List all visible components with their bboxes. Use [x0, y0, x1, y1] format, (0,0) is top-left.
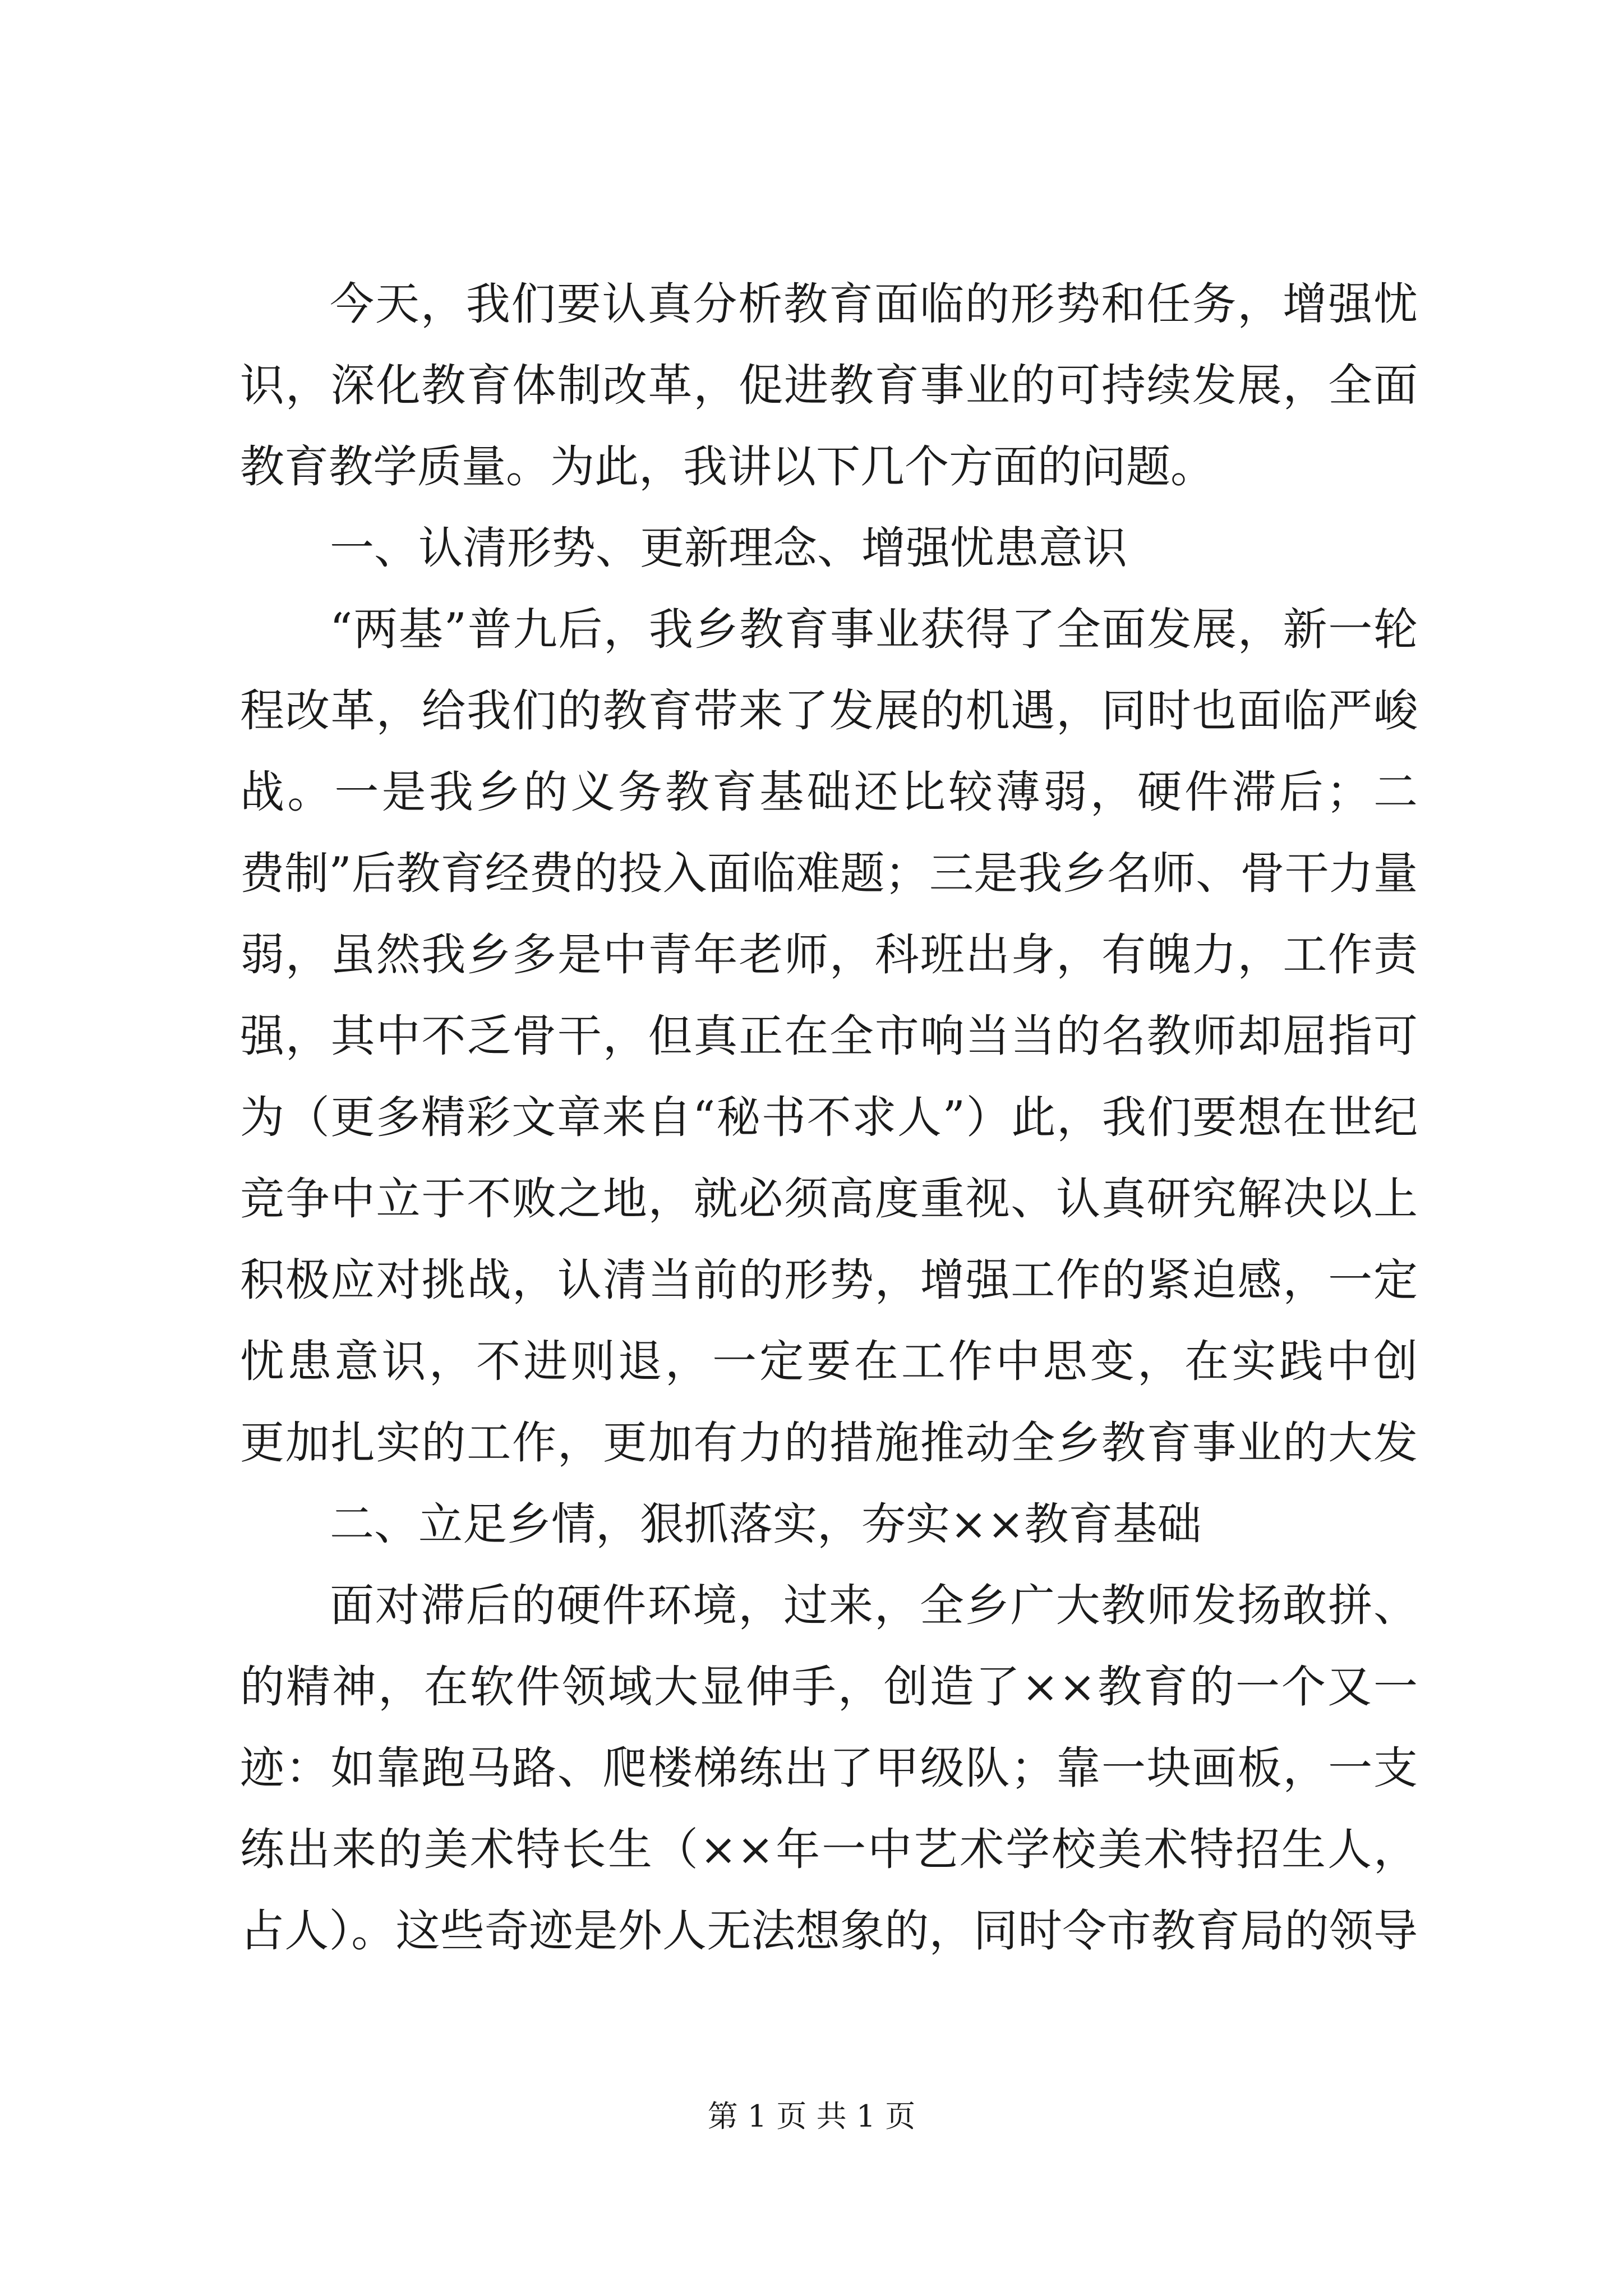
section-heading: 一、认清形势、更新理念、增强忧患意识 — [330, 522, 1127, 574]
paragraph-line: 今天，我们要认真分析教育面临的形势和任务，增强忧 — [330, 278, 1418, 330]
paragraph-line: 更加扎实的工作，更加有力的措施推动全乡教育事业的大发 — [240, 1417, 1418, 1469]
paragraph-line: 忧患意识，不进则退，一定要在工作中思变，在实践中创 — [240, 1336, 1418, 1387]
paragraph-line: 弱，虽然我乡多是中青年老师，科班出身，有魄力，工作责 — [240, 929, 1418, 981]
paragraph-line: 教育教学质量。为此，我讲以下几个方面的问题。 — [240, 441, 1215, 493]
paragraph-line: 竞争中立于不败之地，就必须高度重视、认真研究解决以上 — [240, 1173, 1418, 1225]
section-heading: 二、立足乡情，狠抓落实，夯实××教育基础 — [330, 1498, 1202, 1550]
paragraph-line: “两基”普九后，我乡教育事业获得了全面发展，新一轮 — [330, 604, 1418, 655]
paragraph-line: 积极应对挑战，认清当前的形势，增强工作的紧迫感，一定 — [240, 1254, 1418, 1306]
paragraph-line: 面对滞后的硬件环境，过来，全乡广大教师发扬敢拼、 — [330, 1580, 1418, 1631]
paragraph-line: 强，其中不乏骨干，但真正在全市响当当的名教师却屈指可 — [240, 1010, 1418, 1062]
paragraph-line: 迹：如靠跑马路、爬楼梯练出了甲级队；靠一块画板，一支 — [240, 1742, 1418, 1794]
paragraph-line: 的精神，在软件领域大显伸手，创造了××教育的一个又一 — [240, 1661, 1418, 1713]
page-footer: 第 1 页 共 1 页 — [707, 2099, 916, 2134]
paragraph-line: 战。一是我乡的义务教育基础还比较薄弱，硬件滞后；二 — [240, 766, 1418, 818]
paragraph-line: 识，深化教育体制改革，促进教育事业的可持续发展，全面 — [240, 360, 1418, 411]
paragraph-line: 为（更多精彩文章来自“秘书不求人”）此，我们要想在世纪 — [240, 1092, 1418, 1143]
paragraph-line: 占人）。这些奇迹是外人无法想象的，同时令市教育局的领导 — [240, 1905, 1418, 1957]
paragraph-line: 程改革，给我们的教育带来了发展的机遇，同时也面临严峻 — [240, 685, 1418, 737]
paragraph-line: 费制”后教育经费的投入面临难题；三是我乡名师、骨干力量 — [240, 848, 1418, 899]
document-body — [240, 264, 1418, 1972]
paragraph-line: 练出来的美术特长生（××年一中艺术学校美术特招生人， — [240, 1824, 1418, 1875]
